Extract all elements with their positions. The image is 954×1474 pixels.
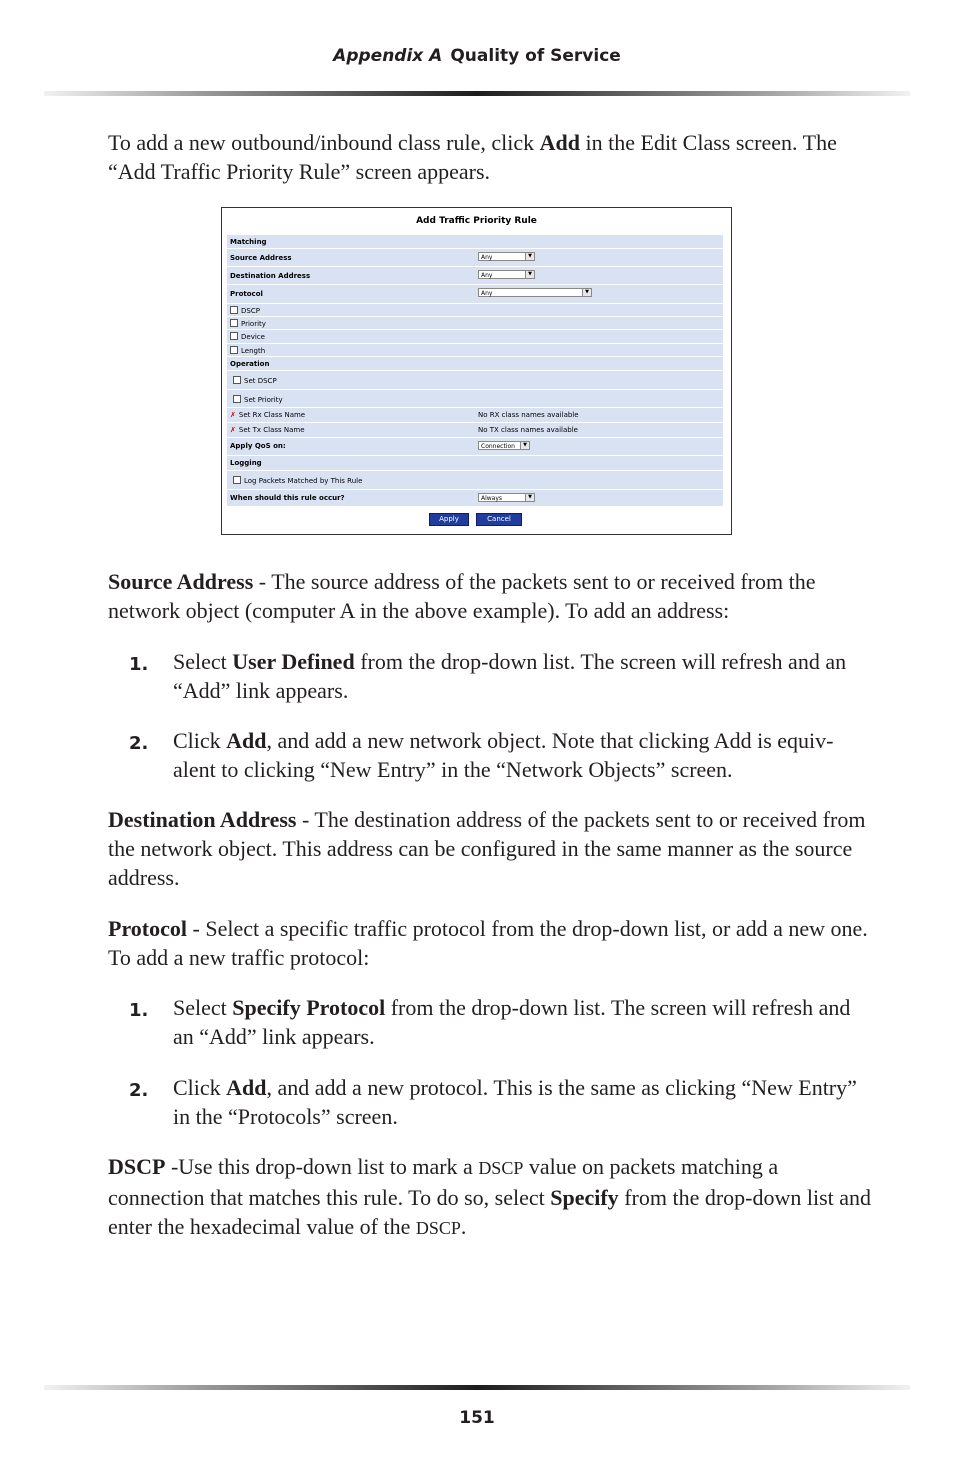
step-bold: Add [226, 728, 267, 753]
dscp-checkbox[interactable] [230, 306, 238, 314]
intro-text-2: in the Edit Class screen. The “Add Traffic Priority Rule” screen appears. [108, 130, 837, 184]
dscp-bold: Specify [550, 1185, 619, 1210]
apply-button[interactable]: Apply [429, 513, 469, 526]
destination-address-select[interactable] [478, 270, 535, 279]
set-dscp-label: Set DSCP [244, 377, 277, 385]
protocol-term: Protocol [108, 916, 188, 941]
log-packets-checkbox[interactable] [233, 476, 241, 484]
row-when [227, 490, 723, 507]
dscp-text-3: from the drop-down list and enter the hexadecimal value of the [108, 1185, 872, 1239]
step-text: Click [173, 728, 227, 753]
screenshot-title: Add Traffic Priority Rule [416, 216, 537, 226]
destination-address-value: Any [481, 272, 493, 279]
dscp-paragraph [108, 1152, 874, 1243]
error-x-icon: ✗ [230, 426, 236, 434]
when-value: Always [481, 495, 503, 502]
dscp-smallcaps-2: DSCP [415, 1218, 461, 1238]
running-header [0, 46, 954, 66]
appendix-label: Appendix A [333, 46, 443, 66]
chevron-down-icon: ▼ [525, 494, 534, 501]
when-select[interactable] [478, 493, 535, 502]
row-dscp [227, 304, 723, 317]
row-protocol [227, 285, 723, 304]
operation-label: Operation [230, 360, 270, 368]
destination-address-term: Destination Address [108, 807, 297, 832]
source-address-text: - The source address of the packets sent to or received from the network object (computer A in the above example). To add an address: [108, 569, 816, 623]
dscp-text-2: value on packets matching a connection that matches this rule. To do so, select [108, 1154, 779, 1210]
step-number: 2. [129, 1080, 149, 1101]
header-rule [44, 91, 910, 96]
source-step-2 [108, 726, 874, 784]
chevron-down-icon: ▼ [520, 442, 529, 449]
step-bold: Specify Protocol [232, 995, 386, 1020]
protocol-step-2 [108, 1073, 874, 1131]
protocol-step-1 [108, 993, 874, 1051]
chevron-down-icon: ▼ [525, 253, 534, 260]
error-x-icon: ✗ [230, 411, 236, 419]
row-source-address [227, 249, 723, 267]
row-priority [227, 317, 723, 330]
apply-qos-select[interactable] [478, 441, 530, 450]
destination-address-text: - The destination address of the packets sent to or received from the network object. This address can be configured in the same manner as the source address. [108, 807, 866, 890]
source-address-paragraph [108, 567, 874, 625]
step-text: Click [173, 1075, 227, 1100]
intro-paragraph [108, 128, 874, 186]
when-label: When should this rule occur? [230, 494, 345, 502]
log-packets-label: Log Packets Matched by This Rule [244, 477, 363, 485]
step-text-2: , and add a new network object. Note that clicking Add is equiv-alent to clicking “New Entry” in the “Network Objects” screen. [173, 728, 834, 782]
source-address-value: Any [481, 254, 493, 261]
row-destination-address [227, 267, 723, 285]
intro-bold: Add [539, 130, 581, 155]
step-number: 1. [129, 654, 149, 675]
step-text: Select [173, 995, 233, 1020]
set-tx-label: Set Tx Class Name [238, 426, 305, 434]
protocol-value: Any [481, 290, 493, 297]
add-traffic-priority-rule-screenshot [221, 207, 732, 535]
row-apply-qos [227, 438, 723, 456]
row-logging [227, 456, 723, 471]
apply-qos-label: Apply QoS on: [230, 442, 286, 450]
dscp-smallcaps: DSCP [478, 1158, 524, 1178]
source-step-1 [108, 647, 874, 705]
row-device [227, 330, 723, 344]
step-bold: Add [226, 1075, 267, 1100]
device-label: Device [241, 333, 265, 341]
step-text-2: from the drop-down list. The screen will refresh and an “Add” link appears. [173, 995, 851, 1049]
step-number: 1. [129, 1000, 149, 1021]
row-log-packets [227, 471, 723, 490]
set-dscp-checkbox[interactable] [233, 376, 241, 384]
cancel-button[interactable]: Cancel [476, 513, 522, 526]
chevron-down-icon: ▼ [582, 289, 591, 296]
step-number: 2. [129, 733, 149, 754]
protocol-paragraph [108, 914, 874, 972]
source-address-select[interactable] [478, 252, 535, 261]
priority-label: Priority [241, 320, 266, 328]
logging-label: Logging [230, 459, 262, 467]
row-length [227, 344, 723, 357]
protocol-select[interactable] [478, 288, 592, 297]
source-address-term: Source Address [108, 569, 254, 594]
row-set-dscp [227, 371, 723, 390]
destination-address-paragraph [108, 805, 874, 892]
row-set-tx [227, 423, 723, 438]
step-text-2: from the drop-down list. The screen will refresh and an “Add” link appears. [173, 649, 847, 703]
device-checkbox[interactable] [230, 332, 238, 340]
dscp-text: -Use this drop-down list to mark a [165, 1154, 479, 1179]
dscp-text-4: . [460, 1214, 467, 1239]
step-text: Select [173, 649, 233, 674]
protocol-text: - Select a specific traffic protocol from the drop-down list, or add a new one. To add a new traffic protocol: [108, 916, 868, 970]
set-priority-label: Set Priority [244, 396, 283, 404]
row-operation [227, 357, 723, 371]
source-address-label: Source Address [230, 254, 292, 262]
tx-value: No TX class names available [478, 426, 578, 434]
set-rx-label: Set Rx Class Name [238, 411, 306, 419]
row-set-priority [227, 390, 723, 408]
chapter-title: Quality of Service [450, 46, 621, 66]
footer-rule [44, 1385, 910, 1390]
destination-address-label: Destination Address [230, 272, 311, 280]
rx-value: No RX class names available [478, 411, 579, 419]
page-number: 151 [459, 1408, 495, 1428]
row-matching [227, 235, 723, 249]
dscp-term: DSCP [108, 1154, 166, 1179]
step-text-2: , and add a new protocol. This is the same as clicking “New Entry” in the “Protocols” screen. [173, 1075, 857, 1129]
matching-label: Matching [230, 238, 267, 246]
protocol-label: Protocol [230, 290, 263, 298]
length-checkbox[interactable] [230, 346, 238, 354]
apply-qos-value: Connection [481, 443, 515, 450]
priority-checkbox[interactable] [230, 319, 238, 327]
row-set-rx [227, 408, 723, 423]
step-bold: User Defined [232, 649, 355, 674]
chevron-down-icon: ▼ [525, 271, 534, 278]
intro-text: To add a new outbound/inbound class rule, click [108, 130, 540, 155]
length-label: Length [241, 347, 266, 355]
set-priority-checkbox[interactable] [233, 395, 241, 403]
dscp-label: DSCP [241, 307, 260, 315]
